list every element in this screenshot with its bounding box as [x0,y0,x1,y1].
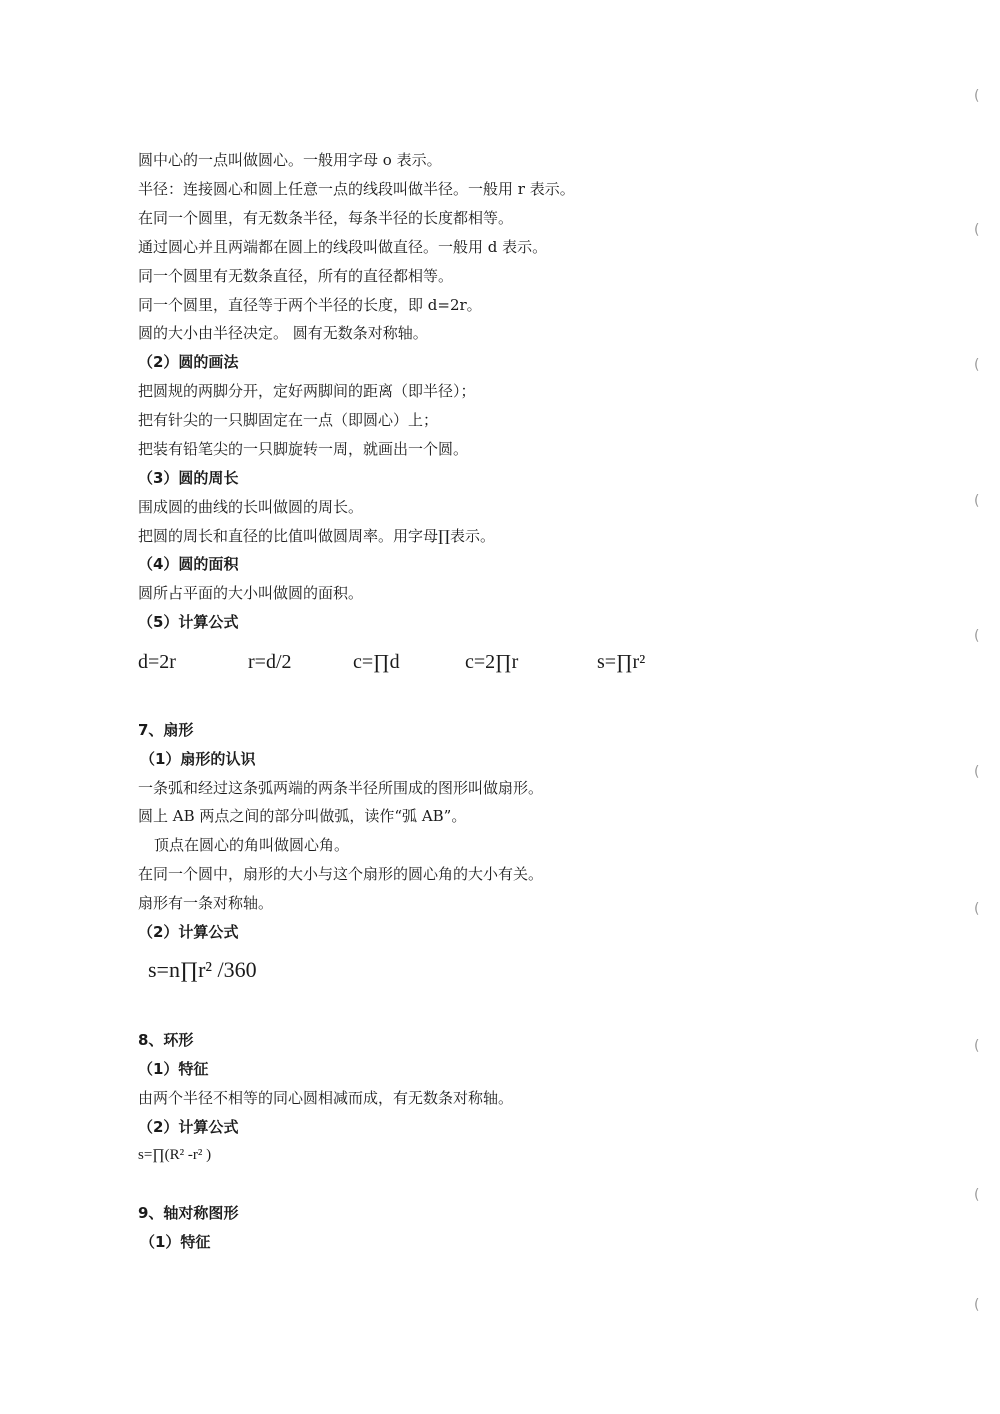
drawing-step: 把有针尖的一只脚固定在一点（即圆心）上； [138,411,439,429]
sector-line: 圆上 AB 两点之间的部分叫做弧，读作“弧 AB”。 [138,807,467,825]
circle-note: 圆中心的一点叫做圆心。一般用字母 o 表示。 [138,151,442,169]
sector-line: 一条弧和经过这条弧两端的两条半径所围成的图形叫做扇形。 [138,779,544,797]
perimeter-heading: （3）圆的周长 [138,469,239,487]
circle-note: 圆的大小由半径决定。 圆有无数条对称轴。 [138,324,428,342]
circle-note: 通过圆心并且两端都在圆上的线段叫做直径。一般用 d 表示。 [138,238,548,256]
formula-radius: r=d/2 [248,651,292,673]
sector-formula: s=n∏r² /360 [148,957,257,982]
ring-sub2: （2）计算公式 [138,1118,239,1136]
binding-mark: ( [974,628,980,644]
sector-line: 顶点在圆心的角叫做圆心角。 [154,836,350,854]
formula-circumference-d: c=∏d [353,651,400,673]
sector-line: 扇形有一条对称轴。 [138,894,274,912]
binding-mark: ( [974,901,980,917]
drawing-heading: （2）圆的画法 [138,353,239,371]
sector-sub1: （1）扇形的认识 [140,750,256,768]
perimeter-line: 把圆的周长和直径的比值叫做圆周率。用字母∏表示。 [138,527,495,545]
ring-formula: s=∏(R² -r² ) [138,1147,212,1163]
sector-line: 在同一个圆中，扇形的大小与这个扇形的圆心角的大小有关。 [138,865,544,883]
binding-mark: ( [974,1297,980,1313]
binding-mark: ( [974,493,980,509]
formula-circumference-r: c=2∏r [465,651,519,673]
formulas-heading: （5）计算公式 [138,613,239,631]
circle-note: 在同一个圆里，有无数条半径，每条半径的长度都相等。 [138,209,514,227]
binding-mark: ( [974,88,980,104]
sector-title: 7、扇形 [138,721,194,739]
axis-sub1: （1）特征 [140,1233,211,1251]
binding-mark: ( [974,222,980,238]
area-line: 圆所占平面的大小叫做圆的面积。 [138,584,364,602]
binding-mark: ( [974,1038,980,1054]
circle-note: 同一个圆里，直径等于两个半径的长度，即 d=2r。 [138,296,482,314]
axis-title: 9、轴对称图形 [138,1204,239,1222]
formula-area: s=∏r² [597,651,646,673]
ring-title: 8、环形 [138,1031,194,1049]
formula-diameter: d=2r [138,651,176,673]
area-heading: （4）圆的面积 [138,555,239,573]
sector-sub2: （2）计算公式 [138,923,239,941]
ring-line: 由两个半径不相等的同心圆相减而成，有无数条对称轴。 [138,1089,514,1107]
circle-note: 同一个圆里有无数条直径，所有的直径都相等。 [138,267,454,285]
drawing-step: 把圆规的两脚分开，定好两脚间的距离（即半径）； [138,382,476,400]
circle-note: 半径：连接圆心和圆上任意一点的线段叫做半径。一般用 r 表示。 [138,180,575,198]
ring-sub1: （1）特征 [138,1060,209,1078]
drawing-step: 把装有铅笔尖的一只脚旋转一周，就画出一个圆。 [138,440,469,458]
binding-mark: ( [974,764,980,780]
binding-mark: ( [974,1187,980,1203]
binding-mark: ( [974,357,980,373]
perimeter-line: 围成圆的曲线的长叫做圆的周长。 [138,498,364,516]
